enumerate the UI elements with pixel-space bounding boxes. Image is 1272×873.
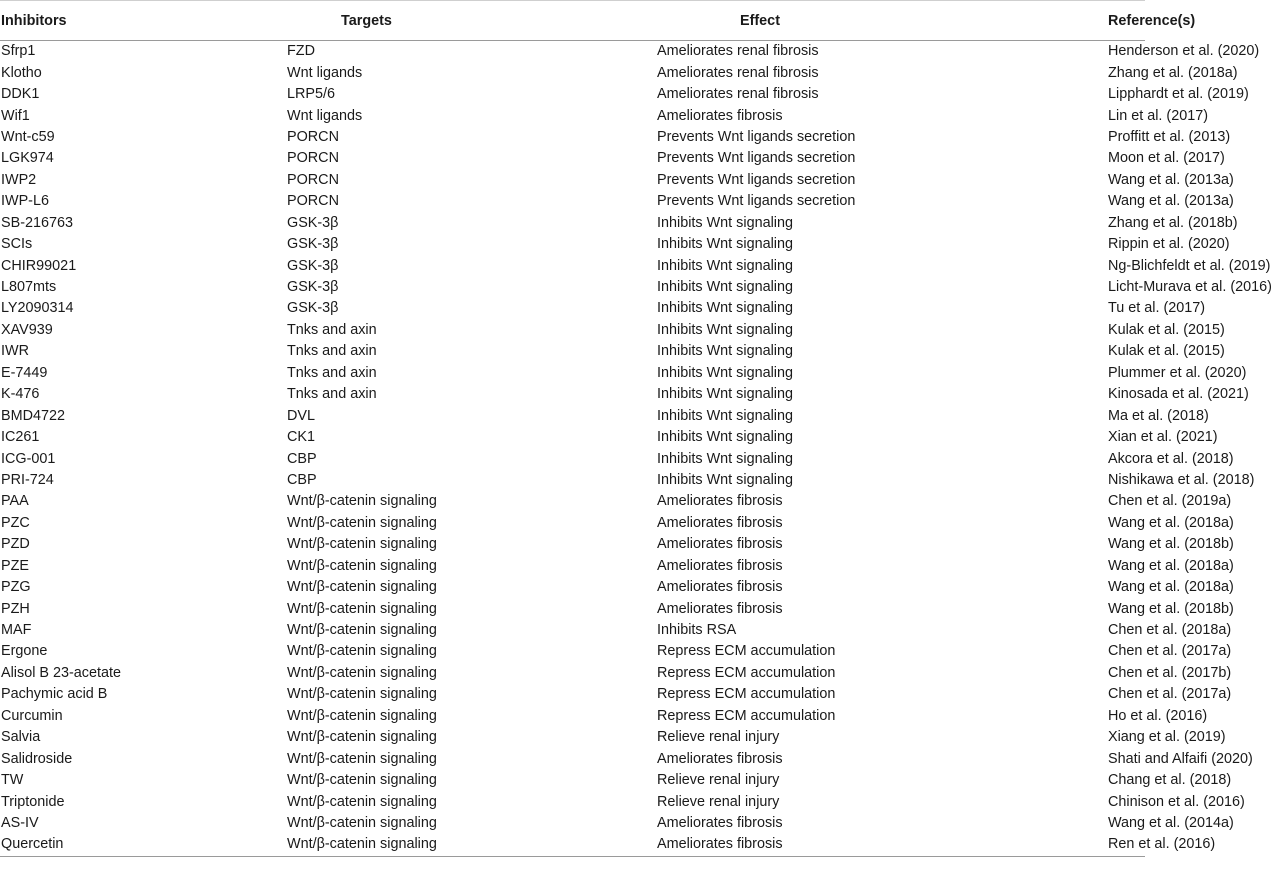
reference-cell: Chen et al. (2017a) [1108,686,1232,703]
reference-cell: Xiang et al. (2019) [1108,729,1226,746]
table-row [0,277,1145,298]
table-row [0,448,1145,469]
inhibitor-cell: Wif1 [1,107,30,124]
effect-cell: Inhibits Wnt signaling [657,471,793,488]
table-row [0,663,1145,684]
target-cell: Wnt/β-catenin signaling [287,834,657,856]
table-row [0,363,1145,384]
table-row [0,427,1145,448]
reference-cell: Rippin et al. (2020) [1108,236,1230,253]
target-cell: Wnt/β-catenin signaling [287,557,437,574]
effect-cell: Ameliorates fibrosis [657,600,783,617]
reference-cell: Ng-Blichfeldt et al. (2019) [1108,257,1271,274]
inhibitor-cell: Triptonide [1,793,65,810]
target-cell: Wnt/β-catenin signaling [287,664,437,681]
inhibitor-cell: Quercetin [0,834,287,856]
effect-cell: Ameliorates renal fibrosis [657,86,819,103]
target-cell: PORCN [287,128,339,145]
table-row [0,577,1145,598]
target-cell: Wnt ligands [287,107,363,124]
effect-cell: Repress ECM accumulation [657,643,836,660]
effect-cell: Repress ECM accumulation [657,664,836,681]
table-row [0,84,1145,105]
reference-cell: Xian et al. (2021) [1108,429,1218,446]
table-row [0,41,1145,63]
effect-cell: Relieve renal injury [657,772,780,789]
inhibitor-cell: Wnt-c59 [1,128,55,145]
inhibitor-cell: Curcumin [1,707,63,724]
inhibitor-cell: DDK1 [1,86,40,103]
reference-cell: Kinosada et al. (2021) [1108,386,1249,403]
target-cell: CK1 [287,429,315,446]
target-cell: Wnt/β-catenin signaling [287,622,437,639]
effect-cell: Inhibits Wnt signaling [657,364,793,381]
inhibitor-cell: PRI-724 [1,471,54,488]
table-row [0,341,1145,362]
target-cell: Wnt/β-catenin signaling [287,750,437,767]
reference-cell: Wang et al. (2018b) [1108,536,1234,553]
inhibitor-cell: PZC [1,514,30,531]
inhibitor-cell: PZE [1,557,29,574]
table-row [0,727,1145,748]
reference-cell: Ma et al. (2018) [1108,407,1209,424]
reference-cell: Chen et al. (2017a) [1108,643,1232,660]
target-cell: Wnt/β-catenin signaling [287,686,437,703]
reference-cell: Ho et al. (2016) [1108,707,1208,724]
reference-cell: Wang et al. (2018a) [1108,557,1234,574]
target-cell: Wnt/β-catenin signaling [287,643,437,660]
target-cell: CBP [287,450,317,467]
inhibitor-cell: E-7449 [1,364,48,381]
effect-cell: Relieve renal injury [657,729,780,746]
reference-cell: Chang et al. (2018) [1108,772,1232,789]
table-row [0,513,1145,534]
table-row [0,770,1145,791]
target-cell: GSK-3β [287,214,339,231]
reference-cell: Kulak et al. (2015) [1108,321,1225,338]
inhibitor-cell: PAA [1,493,29,510]
inhibitor-cell: ICG-001 [1,450,56,467]
inhibitor-cell: LGK974 [1,150,54,167]
effect-cell: Inhibits RSA [657,622,737,639]
target-cell: GSK-3β [287,279,339,296]
inhibitor-cell: TW [1,772,24,789]
target-cell: Wnt/β-catenin signaling [287,814,437,831]
effect-cell: Repress ECM accumulation [657,686,836,703]
target-cell: PORCN [287,171,339,188]
table-row [0,213,1145,234]
target-cell: Wnt/β-catenin signaling [287,707,437,724]
effect-cell: Ameliorates fibrosis [657,493,783,510]
effect-cell: Ameliorates renal fibrosis [657,64,819,81]
target-cell: Wnt/β-catenin signaling [287,536,437,553]
inhibitor-cell: K-476 [1,386,40,403]
header-inhibitors: Inhibitors [0,1,287,41]
reference-cell: Moon et al. (2017) [1108,150,1225,167]
reference-cell: Shati and Alfaifi (2020) [1108,750,1253,767]
inhibitor-cell: Alisol B 23-acetate [1,664,121,681]
table-row [0,813,1145,834]
effect-cell: Inhibits Wnt signaling [657,257,793,274]
target-cell: PORCN [287,150,339,167]
inhibitor-cell: XAV939 [1,321,53,338]
effect-cell: Prevents Wnt ligands secretion [657,171,856,188]
table-row [0,320,1145,341]
inhibitor-cell: SCIs [1,236,33,253]
target-cell: DVL [287,407,315,424]
reference-cell: Chinison et al. (2016) [1108,793,1245,810]
inhibitor-cell: IWP2 [1,171,37,188]
reference-cell: Wang et al. (2013a) [1108,171,1234,188]
target-cell: FZD [287,43,315,60]
table-row [0,534,1145,555]
effect-cell: Inhibits Wnt signaling [657,300,793,317]
target-cell: GSK-3β [287,236,339,253]
reference-cell: Nishikawa et al. (2018) [1108,471,1255,488]
table-row [0,127,1145,148]
inhibitor-cell: Sfrp1 [1,43,36,60]
reference-cell: Wang et al. (2013a) [1108,193,1234,210]
inhibitor-cell: SB-216763 [1,214,74,231]
header-targets: Targets [287,1,657,41]
target-cell: Wnt/β-catenin signaling [287,600,437,617]
effect-cell: Inhibits Wnt signaling [657,236,793,253]
inhibitor-cell: IWR [1,343,29,360]
reference-cell: Ren et al. (2016) [1108,834,1145,856]
effect-cell: Prevents Wnt ligands secretion [657,150,856,167]
table-row [0,491,1145,512]
inhibitor-cell: AS-IV [1,814,39,831]
table-row [0,684,1145,705]
reference-cell: Lipphardt et al. (2019) [1108,86,1249,103]
inhibitor-cell: LY2090314 [1,300,74,317]
reference-cell: Lin et al. (2017) [1108,107,1208,124]
table-row [0,234,1145,255]
inhibitor-cell: PZD [1,536,30,553]
reference-cell: Chen et al. (2019a) [1108,493,1232,510]
reference-cell: Kulak et al. (2015) [1108,343,1225,360]
table-body [0,41,1272,857]
effect-cell: Inhibits Wnt signaling [657,407,793,424]
inhibitor-cell: Salvia [1,729,41,746]
table-row [0,148,1145,169]
target-cell: Wnt/β-catenin signaling [287,772,437,789]
inhibitor-cell: Klotho [1,64,42,81]
target-cell: Wnt/β-catenin signaling [287,729,437,746]
reference-cell: Licht-Murava et al. (2016) [1108,279,1272,296]
effect-cell: Inhibits Wnt signaling [657,429,793,446]
reference-cell: Wang et al. (2018b) [1108,600,1234,617]
table-header [0,1,1196,41]
target-cell: Tnks and axin [287,343,377,360]
table-row [0,706,1145,727]
effect-cell: Prevents Wnt ligands secretion [657,128,856,145]
reference-cell: Henderson et al. (2020) [1108,43,1260,60]
table-row [0,191,1145,212]
effect-cell: Inhibits Wnt signaling [657,450,793,467]
reference-cell: Akcora et al. (2018) [1108,450,1234,467]
table-row [0,748,1145,769]
inhibitor-cell: Ergone [1,643,48,660]
inhibitor-cell: CHIR99021 [1,257,77,274]
reference-cell: Wang et al. (2018a) [1108,514,1234,531]
target-cell: GSK-3β [287,300,339,317]
inhibitor-cell: PZG [1,579,31,596]
inhibitor-cell: MAF [1,622,32,639]
inhibitor-cell: PZH [1,600,30,617]
effect-cell: Ameliorates fibrosis [657,834,1108,856]
target-cell: Tnks and axin [287,321,377,338]
reference-cell: Chen et al. (2018a) [1108,622,1232,639]
target-cell: PORCN [287,193,339,210]
table-row [0,405,1145,426]
effect-cell: Repress ECM accumulation [657,707,836,724]
table-row [0,255,1145,276]
header-effect: Effect [657,1,1108,41]
table-row [0,556,1145,577]
reference-cell: Tu et al. (2017) [1108,300,1206,317]
inhibitor-cell: IC261 [1,429,40,446]
inhibitor-cell: L807mts [1,279,57,296]
reference-cell: Chen et al. (2017b) [1108,664,1232,681]
table-row [0,641,1145,662]
header-references: Reference(s) [1108,1,1145,41]
target-cell: Wnt/β-catenin signaling [287,579,437,596]
reference-cell: Plummer et al. (2020) [1108,364,1247,381]
effect-cell: Ameliorates fibrosis [657,557,783,574]
effect-cell: Inhibits Wnt signaling [657,343,793,360]
reference-cell: Wang et al. (2014a) [1108,814,1234,831]
table-row [0,598,1145,619]
target-cell: Wnt ligands [287,64,363,81]
effect-cell: Ameliorates renal fibrosis [657,43,819,60]
table-row [0,834,1145,856]
reference-cell: Zhang et al. (2018b) [1108,214,1238,231]
inhibitor-cell: BMD4722 [1,407,65,424]
table-row [0,170,1145,191]
table-row [0,298,1145,319]
table-row [0,620,1145,641]
inhibitor-cell: Salidroside [1,750,73,767]
table-row [0,470,1145,491]
target-cell: Tnks and axin [287,386,377,403]
effect-cell: Ameliorates fibrosis [657,514,783,531]
effect-cell: Prevents Wnt ligands secretion [657,193,856,210]
target-cell: CBP [287,471,317,488]
effect-cell: Ameliorates fibrosis [657,750,783,767]
reference-cell: Wang et al. (2018a) [1108,579,1234,596]
inhibitor-cell: Pachymic acid B [1,686,108,703]
effect-cell: Relieve renal injury [657,793,780,810]
effect-cell: Inhibits Wnt signaling [657,386,793,403]
target-cell: Wnt/β-catenin signaling [287,493,437,510]
target-cell: Tnks and axin [287,364,377,381]
effect-cell: Inhibits Wnt signaling [657,279,793,296]
effect-cell: Ameliorates fibrosis [657,107,783,124]
effect-cell: Inhibits Wnt signaling [657,321,793,338]
effect-cell: Inhibits Wnt signaling [657,214,793,231]
reference-cell: Proffitt et al. (2013) [1108,128,1231,145]
target-cell: Wnt/β-catenin signaling [287,793,437,810]
reference-cell: Zhang et al. (2018a) [1108,64,1238,81]
target-cell: Wnt/β-catenin signaling [287,514,437,531]
table-row [0,384,1145,405]
inhibitor-cell: IWP-L6 [1,193,49,210]
table-row [0,791,1145,812]
target-cell: LRP5/6 [287,86,335,103]
target-cell: GSK-3β [287,257,339,274]
header-row [0,1,1145,41]
table-row [0,62,1145,83]
effect-cell: Ameliorates fibrosis [657,814,783,831]
effect-cell: Ameliorates fibrosis [657,579,783,596]
table-row [0,105,1145,126]
effect-cell: Ameliorates fibrosis [657,536,783,553]
